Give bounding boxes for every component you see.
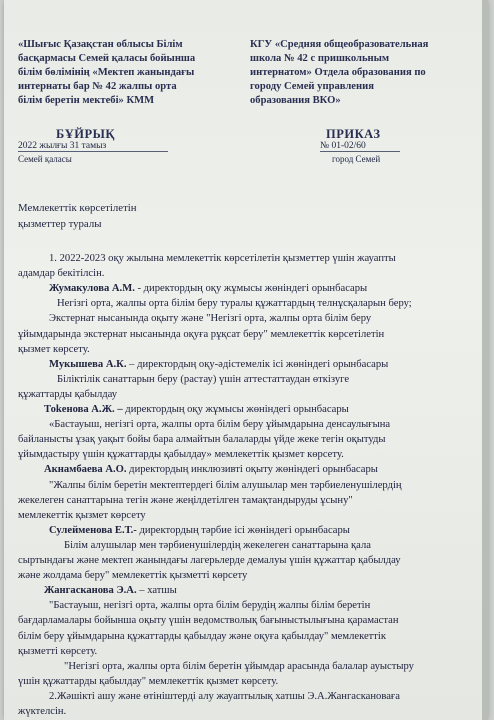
order-city-kz: Семей қаласы	[18, 154, 72, 164]
order-title-kz: БҰЙРЫҚ	[56, 127, 115, 141]
body-line	[64, 539, 371, 553]
header-left-line: білім беретін мектебі» КММ	[18, 95, 155, 106]
header-right-block	[250, 38, 480, 108]
body-text: – директордың оқу-әдістемелік ісі жөніндегі орынбасары	[126, 358, 389, 370]
document-page	[4, 0, 488, 720]
header-right-line: городу Семей управления	[250, 81, 374, 92]
order-number: № 01-02/60	[320, 141, 400, 152]
header-left-line: білім бөлімінің «Мектеп жанындағы	[18, 67, 195, 78]
body-line	[18, 267, 104, 281]
body-text: бағдарламалары бойынша оқыту үшін ведомстволық бағыныстылығына қарамастан	[18, 615, 399, 627]
body-line	[18, 630, 386, 644]
body-text: құжаттарды қабылдау	[18, 388, 118, 400]
body-text: және жолдама беру" мемлекеттік қызметті көрсету	[18, 570, 248, 582]
responsible-person-name: Акнамбаева А.О.	[44, 464, 127, 476]
header-left-block	[18, 38, 238, 108]
body-line	[49, 599, 370, 613]
body-text: Білім алушылар мен тәрбиенушілердің жекелеген санаттарына қала	[64, 539, 371, 551]
body-line	[49, 252, 396, 266]
body-text: директордың тәрбие ісі жөніндегі орынбасары	[136, 524, 350, 536]
responsible-person-name: Жангасканова Э.А.	[44, 585, 137, 597]
header-right-line: школа № 42 с пришкольным	[250, 53, 390, 64]
responsible-person-name: Мукышева А.К.	[49, 358, 127, 370]
body-text: мемлекеттік қызмет көрсету	[18, 509, 146, 521]
body-line	[44, 463, 378, 477]
body-line	[18, 328, 384, 342]
body-text: 1. 2022-2023 оқу жылына мемлекеттік көрсетілетін қызметтер үшін жауапты	[49, 253, 396, 264]
header-right-line: КГУ «Средняя общеобразовательная	[250, 39, 429, 50]
body-line	[57, 297, 412, 311]
body-text: Экстернат нысанында оқыту және "Негізгі орта, жалпы орта білім беру	[49, 313, 372, 325]
responsible-person-name: Жумакулова А.М.	[49, 283, 135, 295]
body-text: "Жалпы білім беретін мектептердегі білім алушылар мен тәрбиеленушілердің	[49, 479, 402, 491]
body-line	[18, 509, 146, 523]
header-left-line: басқармасы Семей қаласы бойынша	[18, 53, 196, 64]
header-left-line: «Шығыс Қазақстан облысы Білім	[18, 39, 183, 50]
body-text: үшін құжаттарды қабылдау" мемлекеттік қызмет көрсету.	[18, 675, 279, 687]
body-text: "Негізгі орта, жалпы орта білім беретін ұйымдар арасында балалар ауыстыру	[64, 660, 414, 672]
body-line	[18, 494, 353, 508]
body-text: - директордың оқу жұмысы жөніндегі орынбасары	[134, 283, 368, 295]
body-text: жекелеген санаттарына тегін және жеңілдетілген тамақтандыруды ұсыну"	[18, 494, 353, 506]
body-text: қызметті көрсету.	[18, 645, 98, 657]
body-line	[49, 690, 400, 704]
body-line	[18, 614, 399, 628]
body-text: директордың оқу жұмысы жөніндегі орынбасары	[122, 404, 349, 415]
body-line	[57, 373, 349, 387]
body-line	[18, 343, 90, 357]
body-text: Негізгі орта, жалпы орта білім беру туралы құжаттардың телнұсқаларын беру;	[57, 298, 412, 310]
responsible-person-name: Тоkенова А.Ж. –	[44, 404, 123, 415]
body-text: 2.Жәшікті ашу және өтініштерді алу жауаптылық хатшы Э.А.Жангаскановаға	[49, 690, 400, 702]
order-date: 2022 жылғы 31 тамыз	[18, 141, 168, 152]
body-line	[49, 418, 390, 432]
body-line	[18, 448, 344, 462]
body-line	[44, 584, 177, 598]
body-text: «Бастауыш, негізгі орта, жалпы орта білім беру ұйымдарына денсаулығына	[49, 419, 391, 431]
responsible-person-name: Сулейменова Е.Т.-	[49, 524, 137, 536]
subject-line: Мемлекеттік көрсетілетін	[18, 202, 137, 214]
body-text: қызмет көрсету.	[18, 343, 90, 355]
body-line	[49, 282, 367, 296]
body-text: байланысты ұзақ уақыт бойы бара алмайтын балаларды үйде жеке тегін оқытуды	[18, 434, 386, 446]
body-line	[44, 403, 349, 417]
body-text: жүктелсін.	[18, 706, 67, 717]
body-text: Біліктілік санаттарын беру (растау) үшін аттестаттаудан өткізуге	[57, 373, 350, 385]
body-text: ұйымдастыру үшін құжаттарды қабылдау» мемлекеттік қызмет көрсету.	[18, 449, 344, 461]
body-text: адамдар бекітілсін.	[18, 268, 105, 280]
body-text: ұйымдарында экстернат нысанында оқуға рұқсат беру" мемлекеттік көрсетілетін	[18, 328, 385, 340]
body-line	[18, 675, 278, 689]
body-line	[18, 645, 97, 659]
body-line	[49, 358, 388, 372]
header-right-line: интернатом» Отдела образования по	[250, 67, 426, 78]
subject-block	[18, 200, 137, 232]
body-text: сыртындағы және мектеп жанындағы лагерьлерде демалуы үшін құжаттар қабылдау	[18, 555, 401, 566]
body-line	[18, 569, 247, 583]
body-text: білім беру ұйымдарына құжаттарды қабылдау және оқуға қабылдау" мемлекеттік	[18, 630, 386, 642]
order-body	[4, 252, 488, 717]
header-right-line: образования ВКО»	[250, 95, 341, 106]
body-line	[18, 388, 117, 402]
body-line	[64, 660, 414, 674]
body-text: – хатшы	[136, 585, 177, 597]
body-text: "Бастауыш, негізгі орта, жалпы орта білім берудің жалпы білім беретін	[49, 600, 371, 612]
body-line	[18, 705, 66, 719]
header-left-line: интернаты бар № 42 жалпы орта	[18, 81, 177, 92]
body-line	[18, 554, 401, 568]
body-line	[18, 433, 386, 447]
body-line	[49, 524, 350, 538]
body-text: директордың инклюзивті оқыту жөніндегі орынбасары	[126, 464, 378, 476]
order-title-ru: ПРИКАЗ	[326, 127, 381, 141]
body-line	[49, 479, 402, 493]
body-line	[49, 312, 371, 326]
order-city-ru: город Семей	[332, 154, 381, 164]
subject-line: қызметтер туралы	[18, 218, 102, 230]
